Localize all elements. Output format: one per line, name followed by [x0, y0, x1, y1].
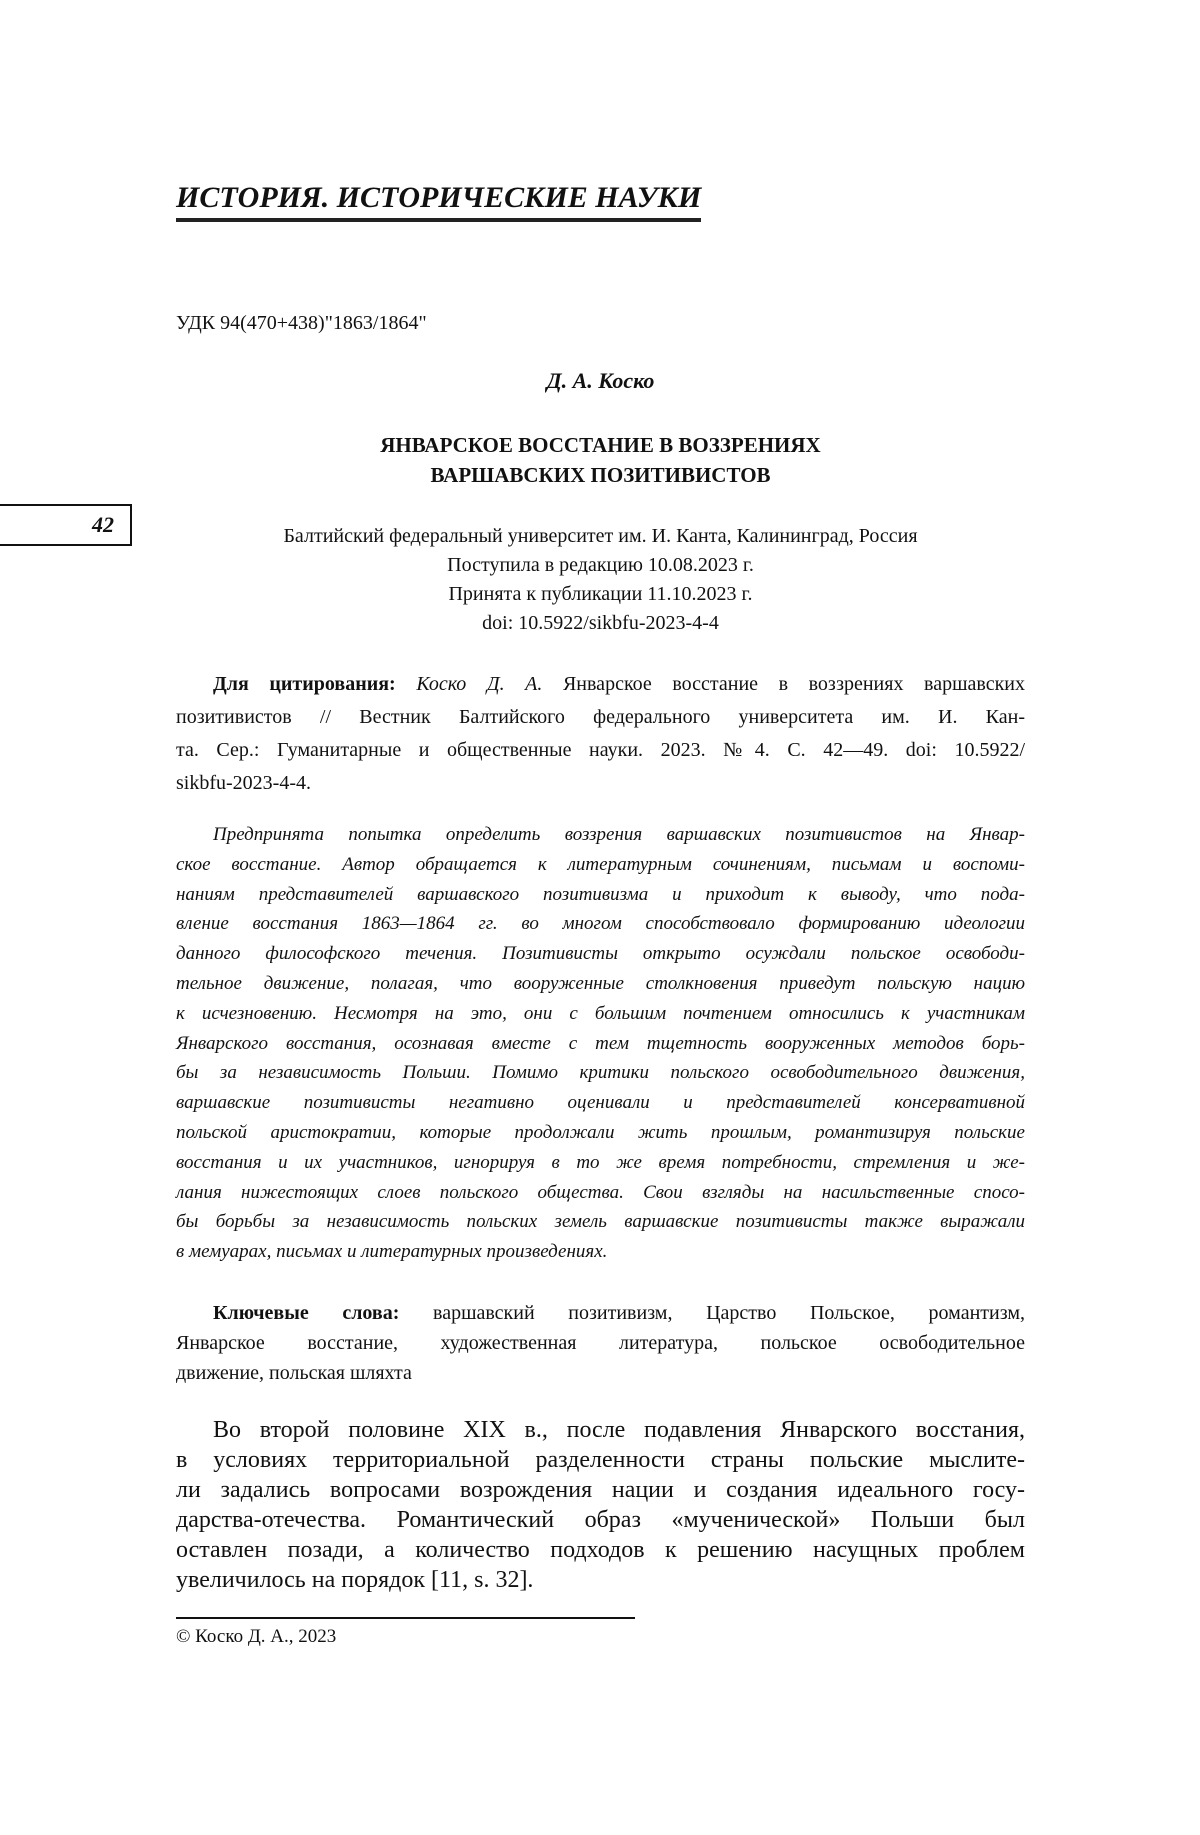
udk-code: УДК 94(470+438)"1863/1864"	[176, 312, 427, 334]
page-number: 42	[0, 504, 132, 546]
abstract	[176, 820, 1025, 1267]
body-line: дарства-отечества. Романтический образ «мученической» Польши был	[176, 1507, 1025, 1533]
body-line: в условиях территориальной разделенности страны польские мыслите-	[176, 1447, 1025, 1473]
abstract-line: Предпринята попытка определить воззрения варшавских позитивистов на Январ-	[213, 824, 1025, 845]
citation-label: Для цитирования:	[213, 673, 396, 695]
affiliation: Балтийский федеральный университет им. И. Канта, Калининград, Россия	[283, 525, 918, 547]
citation-line: sikbfu-2023-4-4.	[176, 772, 311, 794]
section-heading: ИСТОРИЯ. ИСТОРИЧЕСКИЕ НАУКИ	[176, 180, 701, 222]
citation-block	[176, 668, 1025, 800]
abstract-line: восстания и их участников, игнорируя в то же время потребности, стремления и же-	[176, 1151, 1025, 1173]
abstract-line: бы за независимость Польши. Помимо критики польского освободительного движения,	[176, 1062, 1025, 1084]
citation-line: позитивистов // Вестник Балтийского федерального университета им. И. Кан-	[176, 706, 1025, 728]
abstract-line: Январского восстания, осознавая вместе с тем тщетность вооруженных методов борь-	[176, 1032, 1025, 1054]
keywords-block	[176, 1298, 1025, 1388]
abstract-line: вление восстания 1863—1864 гг. во многом способствовало формированию идеологии	[176, 913, 1025, 935]
author-name: Д. А. Коско	[546, 368, 655, 393]
keywords-label: Ключевые слова:	[213, 1302, 400, 1324]
citation-line: та. Сер.: Гуманитарные и общественные науки. 2023. №4. С. 42—49. doi: 10.5922/	[176, 739, 1025, 761]
body-text	[176, 1415, 1025, 1595]
copyright-footnote: © Коско Д. А., 2023	[176, 1626, 337, 1647]
body-line: Во второй половине XIX в., после подавления Январского восстания,	[213, 1417, 1025, 1443]
keywords-text: варшавский позитивизм, Царство Польское, романтизм,	[399, 1302, 1025, 1324]
body-line: оставлен позади, а количество подходов к решению насущных проблем	[176, 1537, 1025, 1563]
keywords-line: движение, польская шляхта	[176, 1362, 412, 1384]
received-date: Поступила в редакцию 10.08.2023 г.	[447, 554, 754, 576]
abstract-line: лания нижестоящих слоев польского общества. Свои взгляды на насильственные спосо-	[176, 1181, 1025, 1203]
abstract-line: наниям представителей варшавского позитивизма и приходит к выводу, что пода-	[176, 883, 1025, 905]
body-line: увеличилось на порядок [11, s. 32].	[176, 1567, 534, 1593]
abstract-line: данного философского течения. Позитивисты открыто осуждали польское освободи-	[176, 943, 1025, 965]
title-line: ЯНВАРСКОЕ ВОССТАНИЕ В ВОЗЗРЕНИЯХ	[380, 433, 821, 457]
keywords-line	[176, 1298, 1025, 1328]
footnote-divider	[176, 1617, 635, 1619]
citation-text: Январское восстание в воззрениях варшавских	[542, 673, 1025, 695]
citation-author: Коско Д. А.	[416, 673, 543, 695]
abstract-line: польской аристократии, которые продолжали жить прошлым, романтизируя польские	[176, 1121, 1025, 1143]
affiliation-block	[176, 522, 1025, 638]
abstract-line: тельное движение, полагая, что вооруженные столкновения приведут польскую нацию	[176, 972, 1025, 994]
body-line: ли задались вопросами возрождения нации и создания идеального госу-	[176, 1477, 1025, 1503]
abstract-line: к исчезновению. Несмотря на это, они с большим почтением относились к участникам	[176, 1002, 1025, 1024]
abstract-line: бы борьбы за независимость польских земель варшавские позитивисты также выражали	[176, 1211, 1025, 1233]
accepted-date: Принята к публикации 11.10.2023 г.	[448, 583, 753, 605]
citation-line	[176, 668, 1025, 701]
abstract-line: ское восстание. Автор обращается к литературным сочинениям, письмам и воспоми-	[176, 853, 1025, 875]
keywords-line: Январское восстание, художественная литература, польское освободительное	[176, 1332, 1025, 1354]
abstract-line: в мемуарах, письмах и литературных произведениях.	[176, 1241, 608, 1263]
doi: doi: 10.5922/sikbfu-2023-4-4	[482, 612, 719, 634]
title-line: ВАРШАВСКИХ ПОЗИТИВИСТОВ	[430, 463, 771, 487]
abstract-line: варшавские позитивисты негативно оценивали и представителей консервативной	[176, 1092, 1025, 1114]
article-title	[176, 430, 1025, 490]
